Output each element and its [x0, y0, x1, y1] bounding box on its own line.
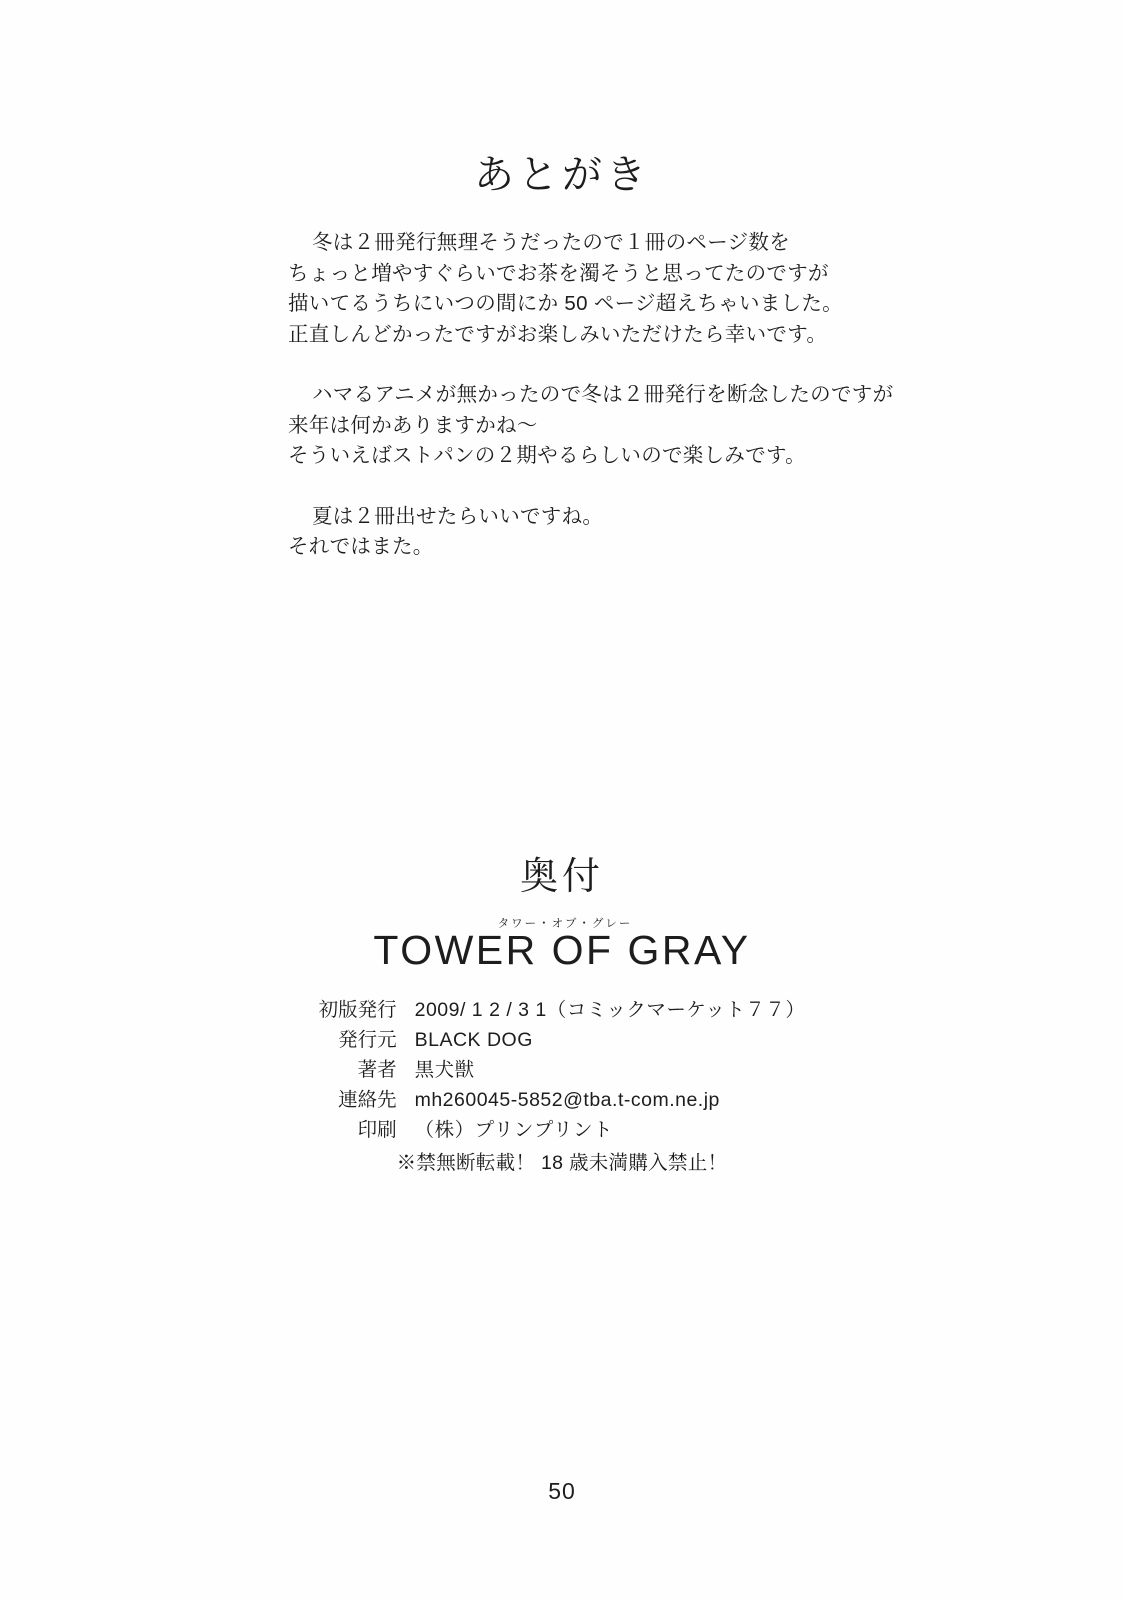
table-row — [319, 1085, 806, 1115]
imprint-label: 連絡先 — [338, 1089, 397, 1111]
title-logo — [0, 915, 1124, 974]
afterword-line: 冬は２冊発行無理そうだったので１冊のページ数を — [312, 231, 790, 254]
title-logo-text: TOWER OF GRAY — [373, 927, 751, 973]
afterword-line: 夏は２冊出せたらいいですね。 — [312, 504, 604, 528]
table-row — [319, 995, 806, 1025]
paragraph-spacer — [288, 350, 928, 380]
page-number: 50 — [548, 1478, 576, 1504]
table-row — [319, 1115, 806, 1145]
afterword-body — [288, 228, 928, 563]
imprint-label: 印刷 — [357, 1119, 397, 1141]
imprint-label: 発行元 — [338, 1029, 397, 1051]
imprint-value: mh260045-5852@tba.t-com.ne.jp — [414, 1089, 720, 1111]
imprint-value: 黒犬獣 — [414, 1059, 475, 1081]
imprint-notice: ※禁無断転載！ 18 歳未満購入禁止！ — [396, 1152, 728, 1174]
imprint-table — [319, 995, 806, 1145]
title-logo-ruby: タワー・オブ・グレー — [497, 918, 633, 930]
afterword-line: 正直しんどかったですがお楽しみいただけたら幸いです。 — [288, 322, 828, 346]
imprint-value: BLACK DOG — [414, 1029, 533, 1051]
afterword-heading: あとがき — [474, 153, 650, 197]
table-row — [319, 1055, 806, 1085]
imprint-value: （株）プリンプリント — [414, 1119, 614, 1141]
afterword-line: 描いてるうちにいつの間にか 50 ページ超えちゃいました。 — [288, 292, 843, 315]
colophon-heading: 奥付 — [519, 856, 604, 898]
paragraph-spacer — [288, 472, 928, 502]
table-row — [319, 1025, 806, 1055]
afterword-line: そういえばストパンの２期やるらしいので楽しみです。 — [288, 444, 806, 467]
afterword-line: 来年は何かありますかね〜 — [288, 413, 538, 437]
afterword-line: ちょっと増やすぐらいでお茶を濁そうと思ってたのですが — [288, 261, 829, 285]
imprint-label: 著者 — [357, 1059, 397, 1081]
imprint-label: 初版発行 — [318, 999, 397, 1021]
imprint-value: 2009/ 1 2 / 3 1（コミックマーケット７７） — [414, 999, 806, 1021]
afterword-line: それではまた。 — [288, 535, 434, 558]
imprint-block — [0, 995, 1124, 1178]
afterword-line: ハマるアニメが無かったので冬は２冊発行を断念したのですが — [312, 383, 894, 406]
